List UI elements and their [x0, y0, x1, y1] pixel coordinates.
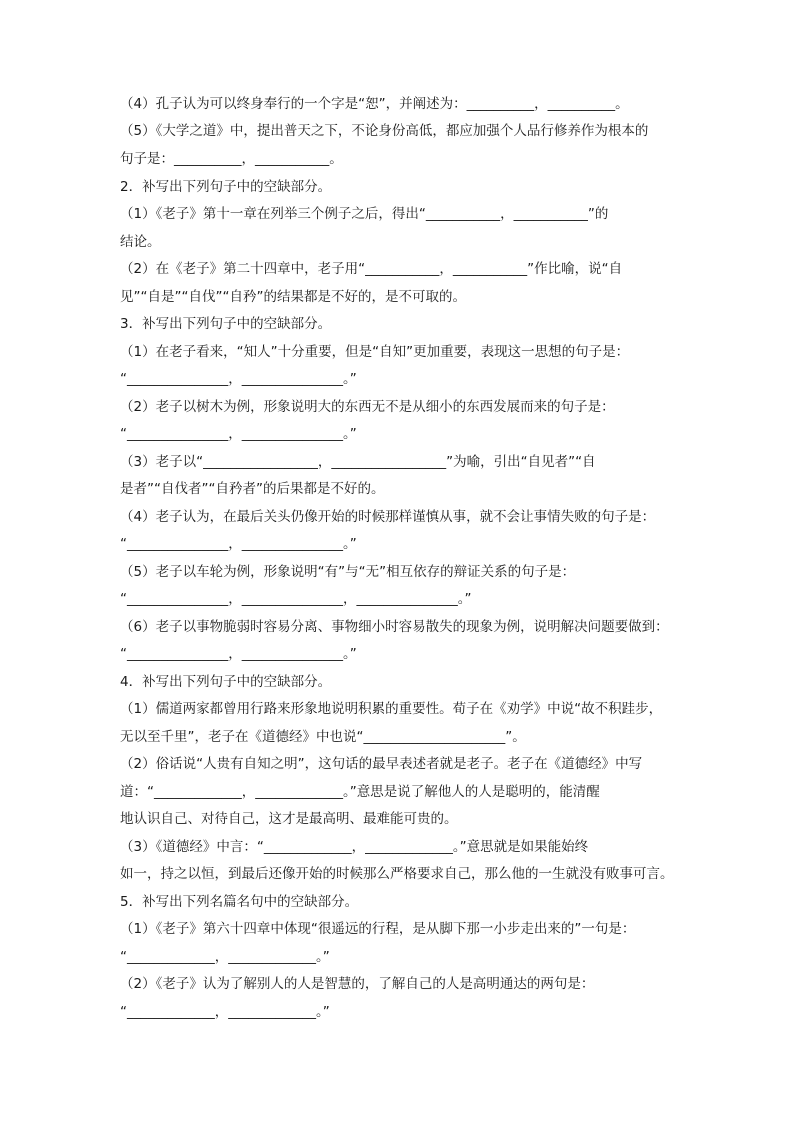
line-text: （2）老子以树木为例，形象说明大的东西无不是从细小的东西发展而来的句子是：: [120, 399, 615, 415]
text-line: [120, 424, 357, 444]
line-text: “_____________，_____________。”: [120, 1004, 330, 1020]
line-text: （5）老子以车轮为例，形象说明“有”与“无”相互依存的辩证关系的句子是：: [120, 564, 576, 580]
text-line: [120, 837, 588, 857]
line-text: 4．补写出下列句子中的空缺部分。: [120, 674, 332, 690]
text-line: [120, 974, 594, 994]
text-line: [120, 204, 608, 224]
text-line: [120, 562, 575, 582]
text-line: [120, 809, 458, 829]
line-text: （2）在《老子》第二十四章中，老子用“___________，___________”作比喻，说“自: [120, 261, 623, 277]
line-text: 道：“_____________，_____________。”意思是说了解他人的人是聪明的，能清醒: [120, 784, 600, 800]
text-line: [120, 397, 615, 417]
line-text: 5．补写出下列名篇名句中的空缺部分。: [120, 894, 359, 910]
text-line: [120, 452, 596, 472]
line-text: 地认识自己、对待自己，这才是最高明、最难能可贵的。: [120, 811, 458, 827]
line-text: （3）《道德经》中言：“_____________，_____________。”意思就是如果能始终: [120, 839, 589, 855]
text-line: [120, 919, 635, 939]
line-text: “_______________，_______________。”: [120, 536, 357, 552]
line-text: （1）《老子》第六十四章中体现“很遥远的行程，是从脚下那一小步走出来的”一句是：: [120, 921, 636, 937]
line-text: 是者”“自伐者”“自矜者”的后果都是不好的。: [120, 481, 385, 497]
text-line: [120, 259, 622, 279]
line-text: （1）在老子看来，“知人”十分重要，但是“自知”更加重要，表现这一思想的句子是：: [120, 344, 630, 360]
text-line: [120, 232, 161, 252]
text-line: [120, 864, 674, 884]
text-line: [120, 149, 343, 169]
section-heading: [120, 672, 331, 692]
section-heading: [120, 314, 331, 334]
text-line: [120, 342, 629, 362]
line-text: （3）老子以“_________________，_________________”为喻，引出“自见者”“自: [120, 454, 596, 470]
line-text: （5）《大学之道》中，提出普天之下，不论身份高低，都应加强个人品行修养作为根本的: [120, 123, 649, 139]
line-text: “_______________，_______________。”: [120, 426, 357, 442]
text-line: [120, 507, 655, 527]
text-line: [120, 947, 330, 967]
text-line: [120, 644, 357, 664]
line-text: “_______________，_______________，_______________。”: [120, 591, 472, 607]
line-text: （1）《老子》第十一章在列举三个例子之后，得出“___________，___________”的: [120, 206, 609, 222]
line-text: 如一，持之以恒，到最后还像开始的时候那么严格要求自己，那么他的一生就没有败事可言。: [120, 866, 674, 882]
section-heading: [120, 892, 358, 912]
line-text: （4）孔子认为可以终身奉行的一个字是“恕”，并阐述为：__________，__________。: [120, 96, 629, 112]
line-text: （4）老子认为，在最后关头仍像开始的时候那样谨慎从事，就不会让事情失败的句子是：: [120, 509, 656, 525]
text-line: [120, 589, 472, 609]
line-text: 句子是：__________，___________。: [120, 151, 343, 167]
section-heading: [120, 177, 331, 197]
line-text: “_______________，_______________。”: [120, 646, 357, 662]
line-text: “_____________，_____________。”: [120, 949, 330, 965]
line-text: 见”“自是”“自伐”“自矜”的结果都是不好的，是不可取的。: [120, 289, 466, 305]
text-line: [120, 1002, 330, 1022]
line-text: 2．补写出下列句子中的空缺部分。: [120, 179, 332, 195]
line-text: 结论。: [120, 234, 161, 250]
line-text: （2）俗话说“人贵有自知之明”，这句话的最早表述者就是老子。老子在《道德经》中写: [120, 756, 643, 772]
text-line: [120, 369, 357, 389]
line-text: 无以至千里”，老子在《道德经》中也说“_____________________”。: [120, 729, 526, 745]
text-line: [120, 479, 384, 499]
text-line: [120, 121, 648, 141]
line-text: （6）老子以事物脆弱时容易分离、事物细小时容易散失的现象为例，说明解决问题要做到：: [120, 619, 669, 635]
text-line: [120, 754, 642, 774]
line-text: （2）《老子》认为了解别人的人是智慧的，了解自己的人是高明通达的两句是：: [120, 976, 595, 992]
text-line: [120, 699, 662, 719]
text-line: [120, 287, 466, 307]
line-text: “_______________，_______________。”: [120, 371, 357, 387]
text-line: [120, 617, 669, 637]
line-text: （1）儒道两家都曾用行路来形象地说明积累的重要性。荀子在《劝学》中说“故不积跬步，: [120, 701, 663, 717]
text-line: [120, 534, 357, 554]
text-line: [120, 727, 526, 747]
text-line: [120, 94, 629, 114]
line-text: 3．补写出下列句子中的空缺部分。: [120, 316, 332, 332]
text-line: [120, 782, 600, 802]
